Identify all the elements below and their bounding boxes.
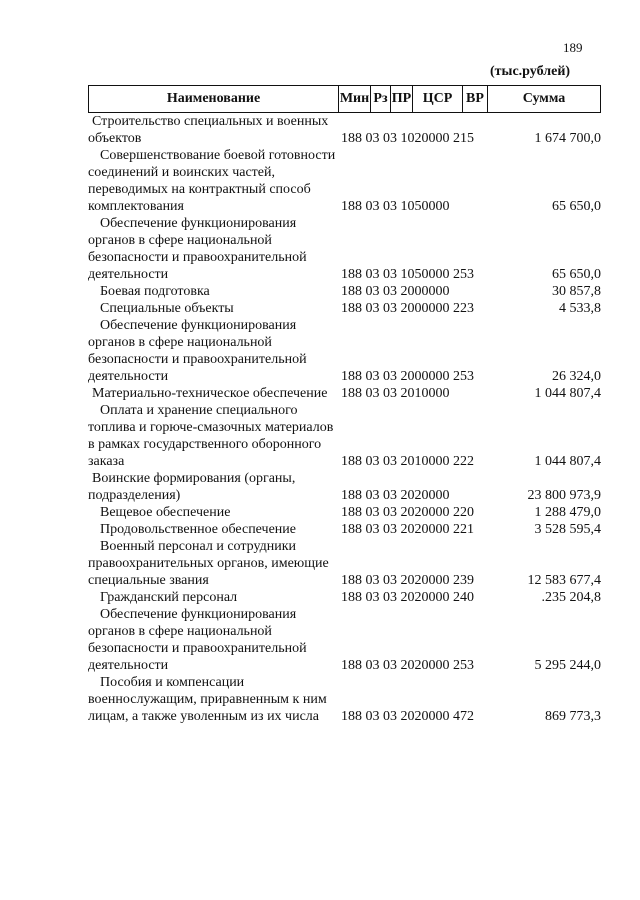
row-name: Боевая подготовка (100, 284, 210, 299)
row-codes: 188 03 03 2000000 223 (341, 301, 474, 316)
row-sum: 30 857,8 (552, 284, 601, 299)
row-sum: 26 324,0 (552, 369, 601, 384)
row-sum: .235 204,8 (541, 590, 601, 605)
header-csr: ЦСР (412, 86, 462, 112)
row-codes: 188 03 03 2020000 253 (341, 658, 474, 673)
row-name: Вещевое обеспечение (100, 505, 231, 520)
row-name: Воинские формирования (органы, подразделения) (88, 471, 296, 503)
row-sum: 1 288 479,0 (534, 505, 601, 520)
units-label: (тыс.рублей) (490, 64, 571, 79)
row-sum: 4 533,8 (559, 301, 601, 316)
table-row (88, 147, 601, 215)
row-name: Обеспечение функционирования органов в сфере национальной безопасности и правоохранительной деятельности (88, 216, 307, 282)
table-row (88, 385, 601, 402)
row-codes: 188 03 03 1020000 215 (341, 131, 474, 146)
row-sum: 65 650,0 (552, 267, 601, 282)
header-rz: Рз (370, 86, 390, 112)
row-name: Пособия и компенсации военнослужащим, приравненным к ним лицам, а также уволенным из их числа (88, 675, 327, 724)
table-row (88, 589, 601, 606)
table-row (88, 283, 601, 300)
table-row (88, 113, 601, 147)
row-sum: 1 044 807,4 (534, 454, 601, 469)
row-codes: 188 03 03 2010000 222 (341, 454, 474, 469)
table-row (88, 521, 601, 538)
row-name: Военный персонал и сотрудники правоохранительных органов, имеющие специальные звания (88, 539, 329, 588)
row-name: Продовольственное обеспечение (100, 522, 296, 537)
table-header (88, 85, 601, 113)
row-name: Обеспечение функционирования органов в сфере национальной безопасности и правоохранительной деятельности (88, 318, 307, 384)
row-sum: 3 528 595,4 (534, 522, 601, 537)
row-sum: 12 583 677,4 (527, 573, 601, 588)
page-number: 189 (563, 40, 583, 55)
row-codes: 188 03 03 2020000 (341, 488, 450, 503)
row-codes: 188 03 03 2010000 (341, 386, 450, 401)
header-pr: ПР (390, 86, 412, 112)
header-min: Мин (338, 86, 370, 112)
row-sum: 5 295 244,0 (534, 658, 601, 673)
row-name: Гражданский персонал (100, 590, 238, 605)
table-body (88, 113, 601, 725)
row-codes: 188 03 03 2020000 221 (341, 522, 474, 537)
table-row (88, 606, 601, 674)
row-sum: 1 044 807,4 (534, 386, 601, 401)
row-name: Оплата и хранение специального топлива и горюче-смазочных материалов в рамках государственного оборонного заказа (88, 403, 334, 469)
row-name: Строительство специальных и военных объектов (88, 114, 329, 146)
row-sum: 869 773,3 (545, 709, 601, 724)
table-row (88, 470, 601, 504)
header-name: Наименование (166, 91, 261, 106)
header-vr: ВР (462, 86, 487, 112)
header-sum: Сумма (487, 86, 600, 112)
row-name: Материально-техническое обеспечение (92, 386, 328, 401)
table-row (88, 674, 601, 725)
table-row (88, 300, 601, 317)
row-codes: 188 03 03 1050000 (341, 199, 450, 214)
row-codes: 188 03 03 2020000 239 (341, 573, 474, 588)
row-sum: 23 800 973,9 (527, 488, 601, 503)
row-sum: 1 674 700,0 (534, 131, 601, 146)
row-name: Совершенствование боевой готовности соединений и воинских частей, переводимых на контрактный способ комплектования (88, 148, 336, 214)
table-row (88, 215, 601, 283)
row-codes: 188 03 03 2020000 220 (341, 505, 474, 520)
row-codes: 188 03 03 2000000 253 (341, 369, 474, 384)
row-codes: 188 03 03 1050000 253 (341, 267, 474, 282)
table-row (88, 402, 601, 470)
table-row (88, 504, 601, 521)
row-codes: 188 03 03 2000000 (341, 284, 450, 299)
row-name: Специальные объекты (100, 301, 234, 316)
row-name: Обеспечение функционирования органов в сфере национальной безопасности и правоохранительной деятельности (88, 607, 307, 673)
row-codes: 188 03 03 2020000 472 (341, 709, 474, 724)
table-row (88, 317, 601, 385)
table-row (88, 538, 601, 589)
row-sum: 65 650,0 (552, 199, 601, 214)
row-codes: 188 03 03 2020000 240 (341, 590, 474, 605)
